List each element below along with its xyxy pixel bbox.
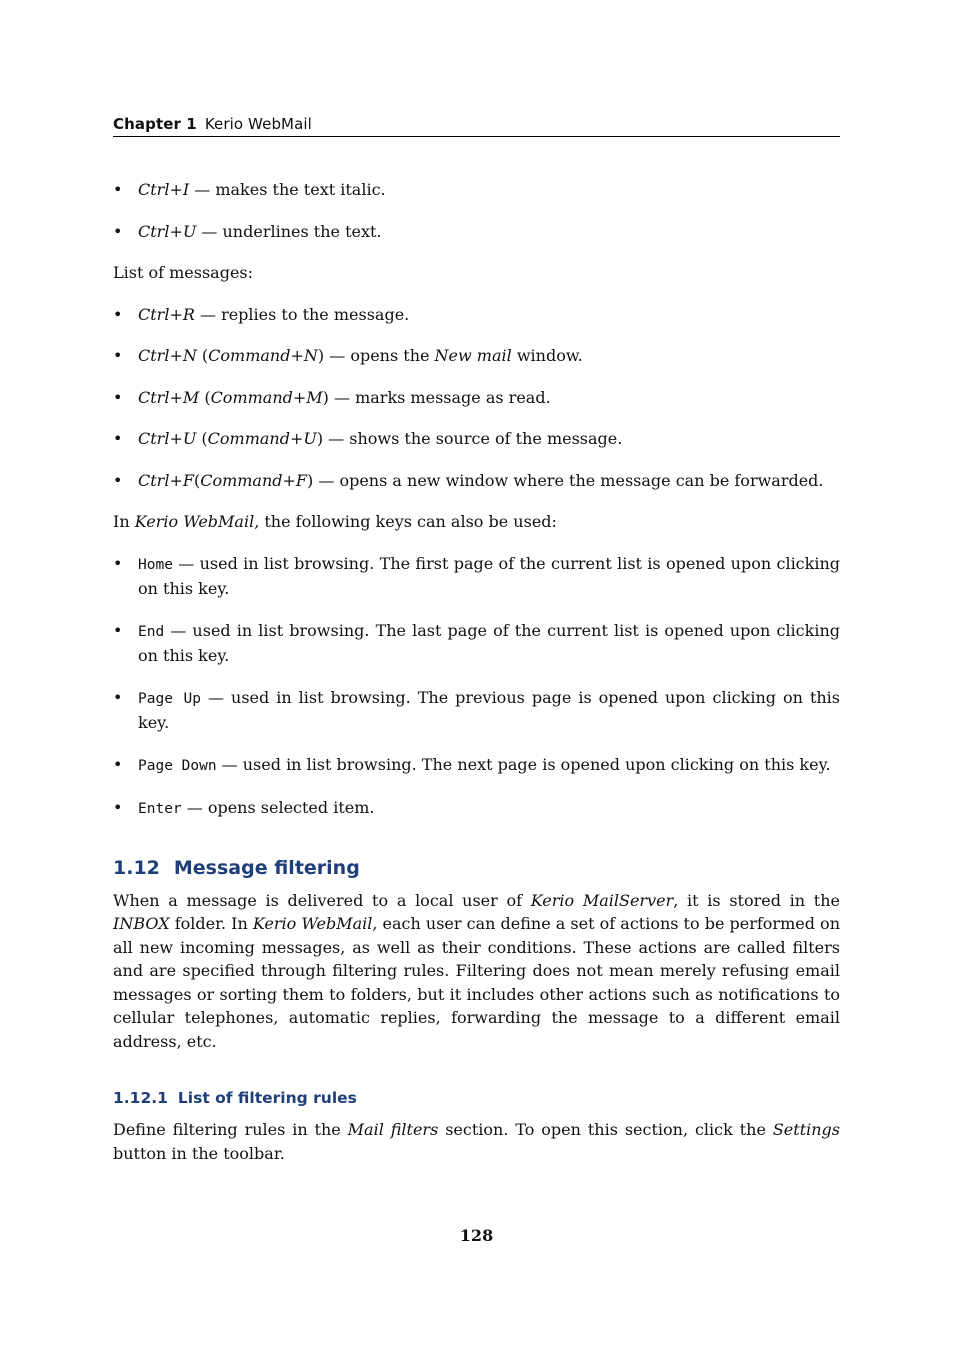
key-desc: — used in list browsing. The last page of the current list is opened upon clicking on this key. <box>138 620 840 665</box>
shortcut-key: Ctrl+R <box>138 304 195 324</box>
shortcut-desc: — opens a new window where the message can be forwarded. <box>313 470 824 490</box>
keys-intro-pre: In <box>113 512 135 531</box>
shortcut-desc: — makes the text italic. <box>189 180 386 199</box>
text-emphasis: Kerio WebMail <box>252 914 373 933</box>
list-item <box>113 552 840 601</box>
text-run: section. To open this section, click the <box>438 1120 773 1139</box>
bullet: • <box>113 346 123 365</box>
list-item <box>113 796 840 822</box>
list-item <box>113 619 840 668</box>
chapter-label: Chapter 1 <box>113 115 197 133</box>
list-item <box>113 686 840 735</box>
shortcut-key: Ctrl+N <box>138 346 197 365</box>
text-run: , it is stored in the <box>673 890 841 910</box>
shortcut-desc: — opens the <box>324 346 435 365</box>
section-paragraph <box>113 889 840 1054</box>
list-item <box>113 753 840 779</box>
list-item: • Ctrl+U (Command+U) — shows the source of the message. <box>113 427 840 451</box>
shortcut-desc: — marks message as read. <box>328 387 551 407</box>
messages-intro: List of messages: <box>113 263 254 282</box>
bullet: • <box>113 754 123 774</box>
key-name: Enter <box>138 801 182 817</box>
shortcut-desc: — shows the source of the message. <box>323 429 623 448</box>
text-emphasis: Kerio MailServer <box>530 890 674 910</box>
shortcut-desc: — underlines the text. <box>196 221 382 241</box>
subsection-number: 1.12.1 <box>113 1089 168 1107</box>
shortcut-alt-key: Command+N <box>208 346 318 365</box>
key-name: Page Up <box>138 690 202 707</box>
shortcut-key: Ctrl+F <box>138 470 194 490</box>
text-emphasis: Settings <box>772 1120 841 1139</box>
list-item <box>113 220 840 244</box>
bullet: • <box>113 470 123 490</box>
shortcut-desc-emphasis: New mail <box>434 346 512 365</box>
subsection-title: List of filtering rules <box>177 1089 357 1107</box>
list-item <box>113 303 840 327</box>
bullet: • <box>113 429 123 448</box>
chapter-title: Kerio WebMail <box>204 115 312 133</box>
shortcut-key: Ctrl+U <box>138 221 197 241</box>
editor-shortcut-list <box>113 178 840 243</box>
keys-intro-post: , the following keys can also be used: <box>254 512 557 531</box>
shortcut-key: Ctrl+M <box>138 387 200 407</box>
shortcut-desc: — replies to the message. <box>194 304 410 324</box>
subsection-heading <box>113 1087 840 1109</box>
subsection-paragraph <box>113 1118 840 1165</box>
list-item: • Ctrl+F(Command+F) — opens a new window where the message can be forwarded. <box>113 469 840 493</box>
shortcut-alt-key: Command+F <box>200 470 308 490</box>
text-run: Define filtering rules in the <box>113 1120 348 1139</box>
bullet: • <box>113 553 123 573</box>
key-desc: — used in list browsing. The first page of the current list is opened upon clicking on this key. <box>138 553 840 598</box>
text-run: , each user can define a set of actions to be performed on all new incoming messages, as well as their conditions. These actions are called filters and are specified through filtering rules. Filtering does not mean merely refusing email messages or sorting them to folders, but it includes other actions such as notifications to cellular telephones, automatic replies, forwarding the message to a different email address, etc. <box>113 914 840 1051</box>
message-shortcut-list <box>113 303 840 493</box>
text-emphasis: INBOX <box>113 914 170 933</box>
bullet: • <box>113 180 123 199</box>
key-name: End <box>138 623 165 640</box>
key-name: Home <box>138 556 173 573</box>
bullet: • <box>113 221 123 241</box>
shortcut-key: Ctrl+I <box>138 180 190 199</box>
list-item: • Ctrl+N (Command+N) — opens the New mail window. <box>113 344 840 368</box>
section-heading <box>113 856 840 880</box>
text-run: folder. In <box>169 914 253 933</box>
key-desc: — used in list browsing. The previous page is opened upon clicking on this key. <box>138 687 841 732</box>
shortcut-alt-key: Command+M <box>210 387 323 407</box>
section-number: 1.12 <box>113 856 160 879</box>
bullet: • <box>113 304 123 324</box>
list-item: • Ctrl+M (Command+M) — marks message as read. <box>113 386 840 410</box>
section-title: Message filtering <box>173 856 360 879</box>
bullet: • <box>113 798 123 817</box>
text-run: When a message is delivered to a local user of <box>113 890 531 910</box>
shortcut-key: Ctrl+U <box>138 429 197 448</box>
running-header <box>113 114 840 137</box>
keys-intro <box>113 510 840 534</box>
page-content <box>113 178 840 1183</box>
shortcut-alt-key: Command+U <box>207 429 317 448</box>
bullet: • <box>113 687 123 707</box>
key-desc: — used in list browsing. The next page is opened upon clicking on this key. <box>216 754 831 774</box>
bullet: • <box>113 387 123 407</box>
key-desc: — opens selected item. <box>181 798 375 817</box>
list-item <box>113 178 840 202</box>
navigation-key-list <box>113 552 840 822</box>
text-run: button in the toolbar. <box>113 1143 285 1163</box>
key-name: Page Down <box>138 757 217 774</box>
document-page <box>113 0 840 1350</box>
shortcut-desc-tail: window. <box>511 346 583 365</box>
bullet: • <box>113 620 123 640</box>
text-emphasis: Mail filters <box>347 1120 439 1139</box>
keys-intro-product: Kerio WebMail <box>134 512 255 531</box>
page-number: 128 <box>459 1226 494 1245</box>
